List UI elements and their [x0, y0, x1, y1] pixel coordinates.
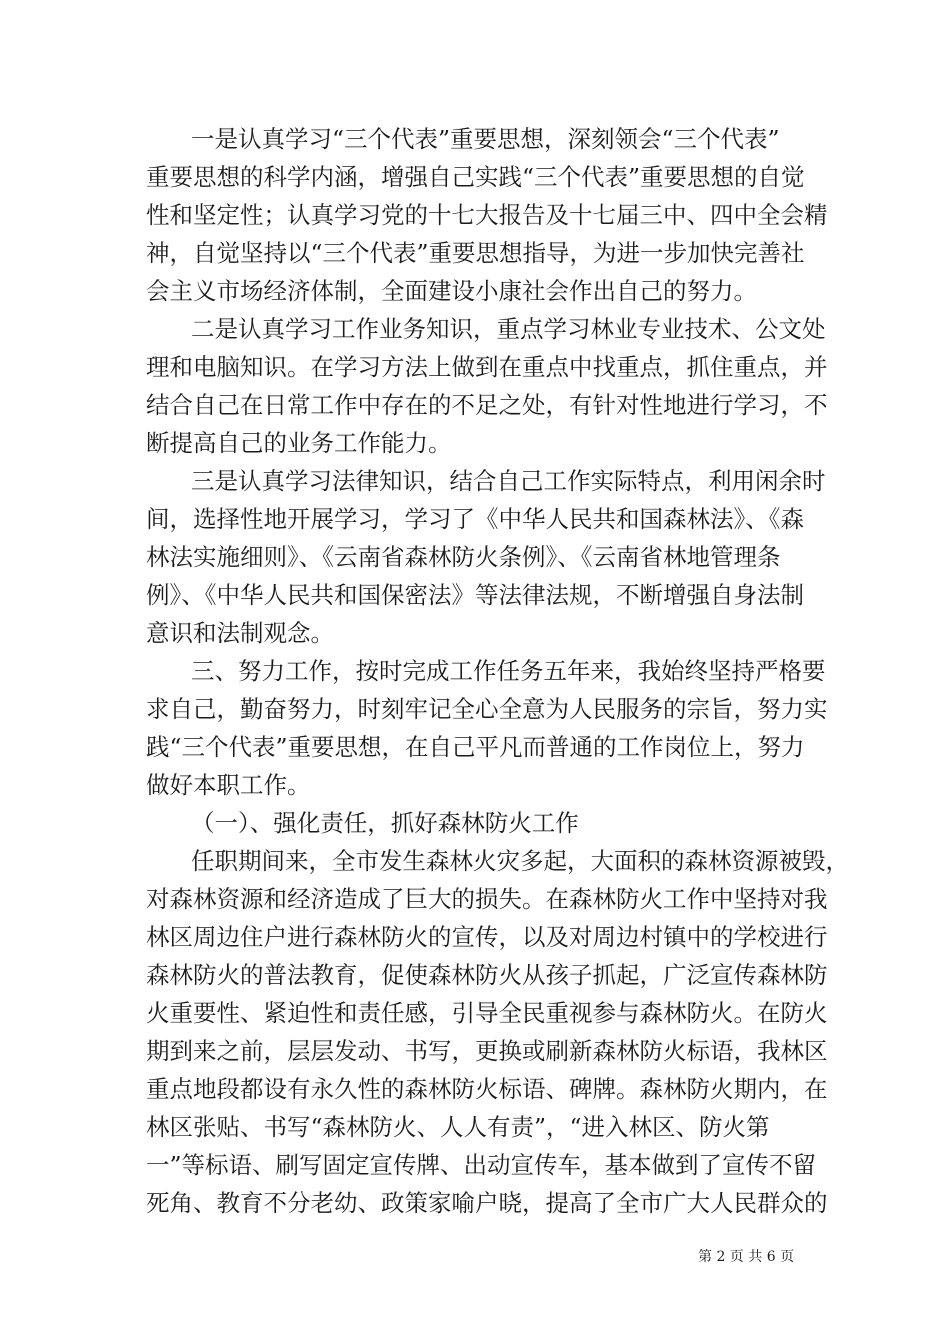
- text-line: 期到来之前，层层发动、书写，更换或刷新森林防火标语，我林区: [146, 1037, 828, 1065]
- text-line: 例》、《中华人民共和国保密法》等法律法规，不断增强自身法制: [146, 581, 804, 609]
- text-line: 火重要性、紧迫性和责任感，引导全民重视参与森林防火。在防火: [146, 999, 828, 1027]
- text-line: 做好本职工作。: [146, 771, 311, 799]
- text-line: 性和坚定性；认真学习党的十七大报告及十七届三中、四中全会精: [146, 201, 828, 229]
- text-line: 重点地段都设有永久性的森林防火标语、碑牌。森林防火期内，在: [146, 1075, 828, 1103]
- text-line: 二是认真学习工作业务知识，重点学习林业专业技术、公文处: [191, 315, 826, 343]
- text-line: 求自己，勤奋努力，时刻牢记全心全意为人民服务的宗旨，努力实: [146, 695, 828, 723]
- text-line: 对森林资源和经济造成了巨大的损失。在森林防火工作中坚持对我: [146, 885, 828, 913]
- text-line: 意识和法制观念。: [146, 619, 334, 647]
- text-line: 林区张贴、书写“森林防火、人人有责”，“进入林区、防火第: [146, 1113, 770, 1141]
- text-line: 会主义市场经济体制，全面建设小康社会作出自己的努力。: [146, 277, 757, 305]
- text-line: 三、努力工作，按时完成工作任务五年来，我始终坚持严格要: [191, 657, 826, 685]
- text-line: 神，自觉坚持以“三个代表”重要思想指导，为进一步加快完善社: [146, 239, 805, 267]
- text-line: 林法实施细则》、《云南省森林防火条例》、《云南省林地管理条: [146, 543, 781, 571]
- text-line: 任职期间来，全市发生森林火灾多起，大面积的森林资源被毁，: [191, 847, 849, 875]
- text-line: 践“三个代表”重要思想，在自己平凡而普通的工作岗位上，努力: [146, 733, 805, 761]
- text-line: 三是认真学习法律知识，结合自己工作实际特点，利用闲余时: [191, 467, 826, 495]
- page-number: 第 2 页 共 6 页: [698, 1249, 795, 1265]
- text-line: 死角、教育不分老幼、政策家喻户晓，提高了全市广大人民群众的: [146, 1189, 828, 1217]
- text-line: 理和电脑知识。在学习方法上做到在重点中找重点，抓住重点，并: [146, 353, 828, 381]
- text-line: 结合自己在日常工作中存在的不足之处，有针对性地进行学习，不: [146, 391, 828, 419]
- text-line: 断提高自己的业务工作能力。: [146, 429, 452, 457]
- section-heading: （一）、强化责任，抓好森林防火工作: [191, 809, 579, 837]
- text-line: 森林防火的普法教育，促使森林防火从孩子抓起，广泛宣传森林防: [146, 961, 828, 989]
- text-line: 一”等标语、刷写固定宣传牌、出动宣传车，基本做到了宣传不留: [146, 1151, 817, 1179]
- text-line: 一是认真学习“三个代表”重要思想，深刻领会“三个代表”: [191, 125, 780, 153]
- text-line: 重要思想的科学内涵，增强自己实践“三个代表”重要思想的自觉: [146, 163, 805, 191]
- text-line: 林区周边住户进行森林防火的宣传，以及对周边村镇中的学校进行: [146, 923, 828, 951]
- text-line: 间，选择性地开展学习，学习了《中华人民共和国森林法》、《森: [146, 505, 804, 533]
